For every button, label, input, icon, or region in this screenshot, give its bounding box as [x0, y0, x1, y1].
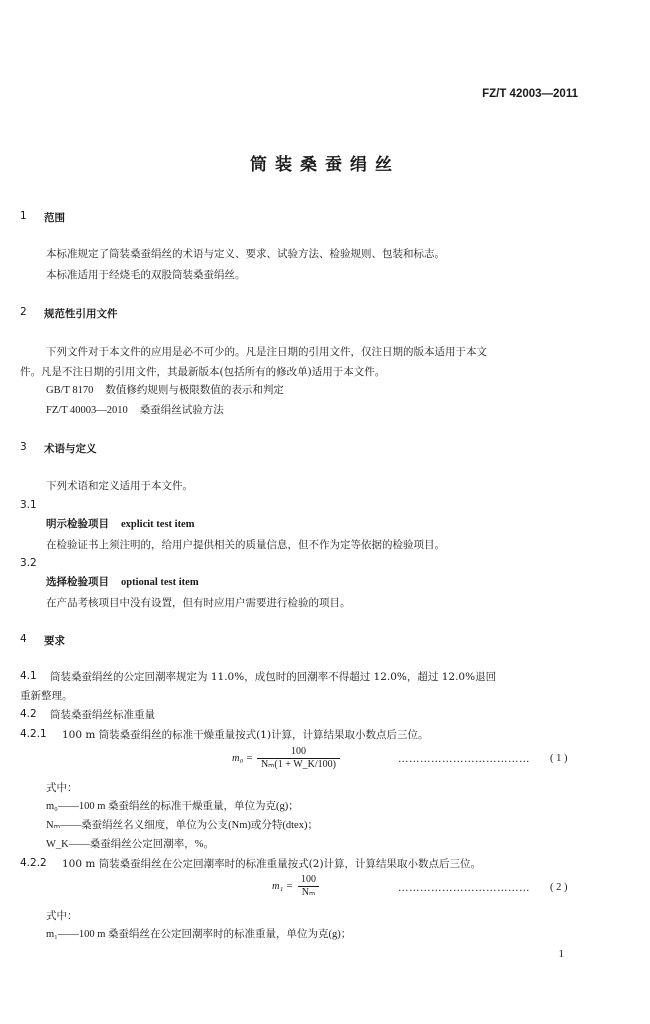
where-2-label: 式中：	[46, 910, 78, 922]
section-2-title: 规范性引用文件	[44, 308, 118, 320]
where-2-item-1: m₁——100 m 桑蚕绢丝在公定回潮率时的标准重量，单位为克(g)；	[46, 929, 352, 940]
equation-1-label: ( 1 )	[550, 753, 568, 764]
reference-1	[46, 383, 284, 398]
clause-4-2-2-text: 100 m 筒装桑蚕绢丝在公定回潮率时的标准重量按式(2)计算，计算结果取小数点后三位。	[62, 858, 482, 870]
clause-4-1-line-2: 重新整理。	[20, 690, 73, 702]
equation-2-denominator: Nₘ	[298, 886, 319, 899]
section-1-para-2: 本标准适用于经烧毛的双股筒装桑蚕绢丝。	[46, 269, 246, 281]
term-3-1-name: 明示检验项目	[46, 518, 109, 530]
term-3-1-number: 3.1	[20, 499, 37, 511]
reference-2	[46, 403, 224, 418]
clause-4-2-1-text: 100 m 筒装桑蚕绢丝的标准干燥重量按式(1)计算，计算结果取小数点后三位。	[62, 729, 429, 741]
equation-2-leader: ………………………………	[398, 882, 530, 894]
section-3-number: 3	[20, 441, 27, 453]
document-title: 筒装桑蚕绢丝	[250, 155, 400, 175]
section-2-para-1a: 下列文件对于本文件的应用是必不可少的。凡是注日期的引用文件，仅注日期的版本适用于本文	[46, 346, 487, 358]
equation-1-fraction	[257, 746, 340, 771]
clause-4-1-line-1: 筒装桑蚕绢丝的公定回潮率规定为 11.0%，成包时的回潮率不得超过 12.0%，超过 12.0%退回	[50, 671, 497, 683]
standard-code: FZ/T 42003—2011	[482, 88, 578, 100]
section-4-number: 4	[20, 633, 27, 645]
section-2-para-1b: 件。凡是不注日期的引用文件，其最新版本(包括所有的修改单)适用于本文件。	[20, 366, 386, 378]
term-3-2-english: optional test item	[121, 577, 199, 588]
equation-2	[272, 874, 320, 899]
equation-1-leader: ………………………………	[398, 753, 530, 765]
term-3-2-definition: 在产品考核项目中没有设置，但有时应用户需要进行检验的项目。	[46, 597, 351, 609]
equation-1-lhs: m₀ =	[232, 753, 253, 764]
term-3-1-heading	[46, 517, 194, 532]
clause-4-2-title: 筒装桑蚕绢丝标准重量	[50, 709, 155, 721]
term-3-2-name: 选择检验项目	[46, 576, 109, 588]
where-1-item-1: m₀——100 m 桑蚕绢丝的标准干燥重量，单位为克(g)；	[46, 801, 299, 812]
equation-2-fraction	[297, 874, 320, 899]
section-4-title: 要求	[44, 635, 65, 647]
clause-4-2-number: 4.2	[20, 708, 37, 720]
equation-2-label: ( 2 )	[550, 882, 568, 893]
section-3-intro: 下列术语和定义适用于本文件。	[46, 480, 193, 492]
reference-2-title: 桑蚕绢丝试验方法	[139, 404, 224, 416]
clause-4-2-2-number: 4.2.2	[20, 857, 47, 869]
reference-1-code: GB/T 8170	[46, 385, 94, 396]
term-3-1-definition: 在检验证书上须注明的，给用户提供相关的质量信息，但不作为定等依据的检验项目。	[46, 539, 445, 551]
section-3-title: 术语与定义	[44, 443, 97, 455]
clause-4-1-number: 4.1	[20, 670, 37, 682]
term-3-2-heading	[46, 575, 199, 590]
section-2-number: 2	[20, 306, 27, 318]
where-1-item-2: Nₘ——桑蚕绢丝名义细度，单位为公支(Nm)或分特(dtex)；	[46, 820, 318, 831]
equation-1-denominator: Nₘ(1 + W_K/100)	[257, 758, 340, 771]
section-1-para-1: 本标准规定了筒装桑蚕绢丝的术语与定义、要求、试验方法、检验规则、包装和标志。	[46, 248, 445, 260]
where-1-label: 式中：	[46, 782, 78, 794]
term-3-2-number: 3.2	[20, 557, 37, 569]
page-number: 1	[558, 948, 564, 960]
term-3-1-english: explicit test item	[121, 519, 195, 530]
equation-2-lhs: m₁ =	[272, 881, 293, 892]
equation-1	[232, 746, 340, 771]
section-1-title: 范围	[44, 212, 65, 224]
where-1-item-3: W_K——桑蚕绢丝公定回潮率，%。	[46, 839, 214, 850]
clause-4-2-1-number: 4.2.1	[20, 728, 47, 740]
section-1-number: 1	[20, 210, 27, 222]
reference-1-title: 数值修约规则与极限数值的表示和判定	[105, 384, 284, 396]
equation-1-numerator: 100	[290, 746, 306, 757]
equation-2-numerator: 100	[300, 874, 316, 885]
reference-2-code: FZ/T 40003—2010	[46, 405, 128, 416]
